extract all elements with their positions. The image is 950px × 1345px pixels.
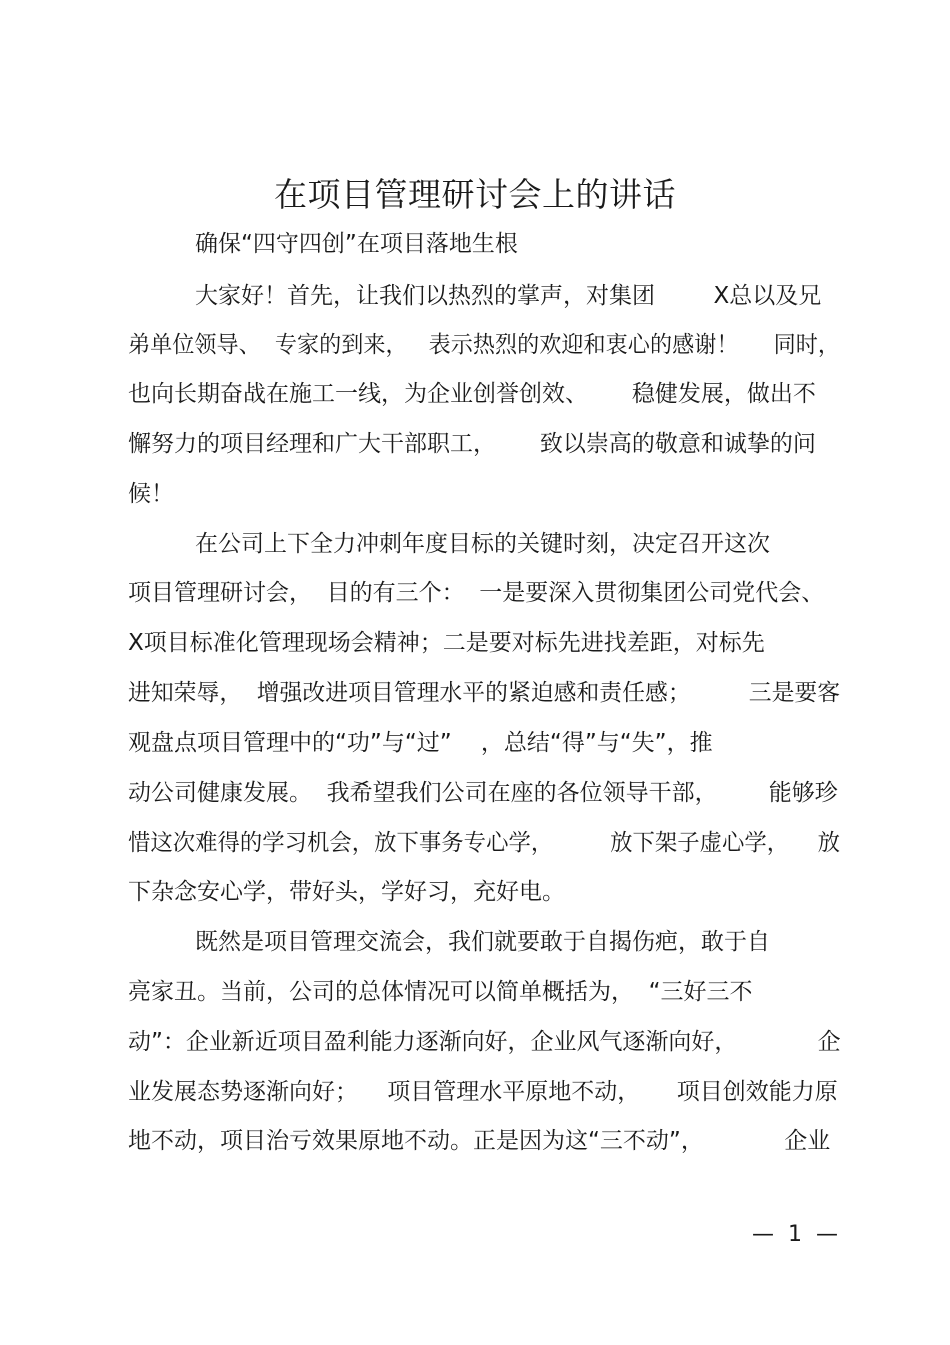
paragraph-line: 动”：企业新近项目盈利能力逐渐向好，企业风气逐渐向好， 企 [128, 1029, 841, 1055]
paragraph-line: 懈努力的项目经理和广大干部职工， 致以崇高的敬意和诚挚的问 [128, 431, 816, 457]
paragraph-line: 业发展态势逐渐向好； 项目管理水平原地不动， 项目创效能力原 [128, 1079, 838, 1105]
paragraph-line: 弟单位领导、 专家的到来， 表示热烈的欢迎和衷心的感谢！ 同时， [128, 332, 841, 358]
paragraph-line: 在公司上下全力冲刺年度目标的关键时刻，决定召开这次 [195, 531, 770, 557]
paragraph-line: 地不动，项目治亏效果原地不动。正是因为这“三不动”， 企业 [128, 1128, 831, 1154]
document-title: 在项目管理研讨会上的讲话 [274, 175, 676, 214]
paragraph-line: 既然是项目管理交流会，我们就要敢于自揭伤疤，敢于自 [195, 929, 770, 955]
paragraph-line: 下杂念安心学，带好头，学好习，充好电。 [128, 879, 565, 905]
paragraph-line: 进知荣辱， 增强改进项目管理水平的紧迫感和责任感； 三是要客 [128, 680, 841, 706]
paragraph-line: 候！ [128, 481, 174, 507]
paragraph-line: 观盘点项目管理中的“功”与“过” ，总结“得”与“失”，推 [128, 730, 713, 756]
page-number: — 1 — [752, 1222, 838, 1247]
paragraph-line: 惜这次难得的学习机会，放下事务专心学， 放下架子虚心学， 放 [128, 830, 840, 856]
paragraph-line: X项目标准化管理现场会精神；二是要对标先进找差距，对标先 [128, 630, 765, 656]
document-subtitle: 确保“四守四创”在项目落地生根 [195, 231, 518, 257]
paragraph-line: 大家好！首先，让我们以热烈的掌声，对集团 X总以及兄 [195, 283, 822, 309]
paragraph-line: 亮家丑。当前，公司的总体情况可以简单概括为， “三好三不 [128, 979, 753, 1005]
paragraph-line: 动公司健康发展。 我希望我们公司在座的各位领导干部， 能够珍 [128, 780, 838, 806]
paragraph-line: 也向长期奋战在施工一线，为企业创誉创效、 稳健发展，做出不 [128, 381, 816, 407]
paragraph-line: 项目管理研讨会， 目的有三个： 一是要深入贯彻集团公司党代会、 [128, 580, 825, 606]
